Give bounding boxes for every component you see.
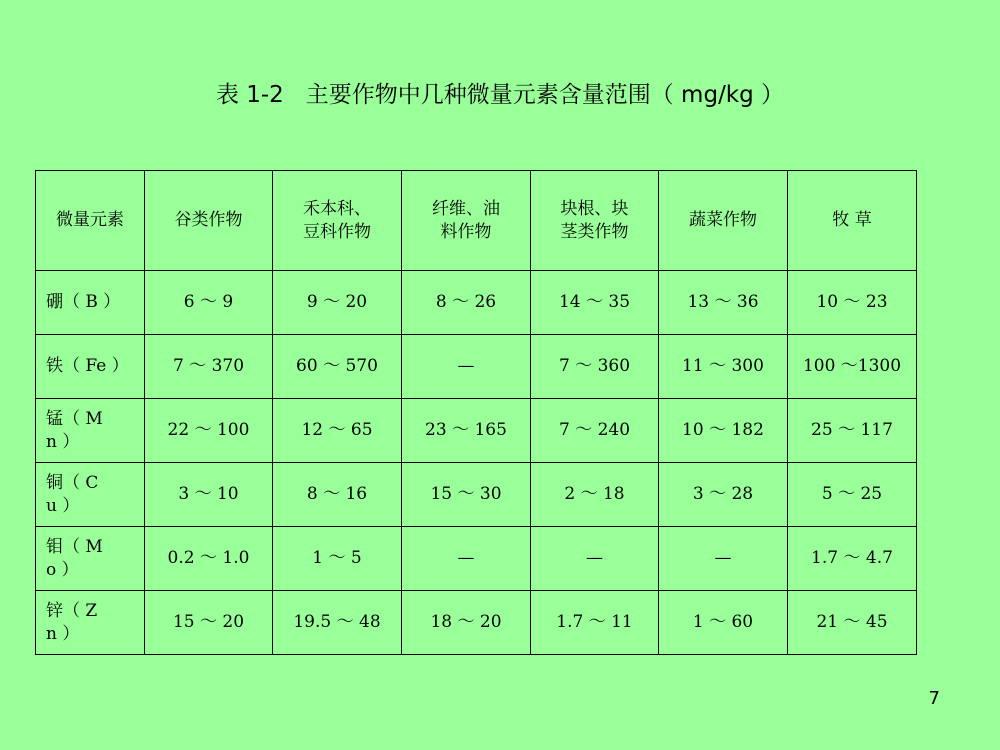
table-row-copper (36, 463, 917, 527)
table-cell: 5 ～ 25 (788, 463, 917, 527)
table-cell: 9 ～ 20 (273, 271, 402, 335)
header-grass-legume-crops: 禾本科、 豆科作物 (273, 171, 402, 271)
row-label: 锌（ Z n ） (36, 591, 145, 655)
table-cell: — (659, 527, 788, 591)
table-cell: 23 ～ 165 (402, 399, 531, 463)
table-cell: 25 ～ 117 (788, 399, 917, 463)
table-cell: 1 ～ 5 (273, 527, 402, 591)
header-root-tuber-crops: 块根、块 茎类作物 (531, 171, 659, 271)
table-cell: 11 ～ 300 (659, 335, 788, 399)
table-cell: 100 ～1300 (788, 335, 917, 399)
header-forage-grass: 牧 草 (788, 171, 917, 271)
header-cereal-crops: 谷类作物 (145, 171, 273, 271)
table-row-boron (36, 271, 917, 335)
header-element: 微量元素 (36, 171, 145, 271)
table-cell: 10 ～ 23 (788, 271, 917, 335)
header-fiber-oil-crops: 纤维、油 料作物 (402, 171, 531, 271)
table-cell: 12 ～ 65 (273, 399, 402, 463)
table-row-iron (36, 335, 917, 399)
table-cell: 15 ～ 30 (402, 463, 531, 527)
table-cell: 8 ～ 26 (402, 271, 531, 335)
micronutrient-table (35, 170, 917, 655)
table-row-molybdenum (36, 527, 917, 591)
table-header-row (36, 171, 917, 271)
row-label: 硼（ B ） (36, 271, 145, 335)
table-cell: 15 ～ 20 (145, 591, 273, 655)
table-cell: 1.7 ～ 11 (531, 591, 659, 655)
table-cell: 1.7 ～ 4.7 (788, 527, 917, 591)
slide-title: 表 1-2 主要作物中几种微量元素含量范围（ mg/kg ） (215, 82, 785, 108)
table-row-zinc (36, 591, 917, 655)
table-cell: 8 ～ 16 (273, 463, 402, 527)
table-cell: 14 ～ 35 (531, 271, 659, 335)
table-row-manganese (36, 399, 917, 463)
table-cell: 7 ～ 240 (531, 399, 659, 463)
header-vegetable-crops: 蔬菜作物 (659, 171, 788, 271)
table-cell: 6 ～ 9 (145, 271, 273, 335)
table-cell: 7 ～ 360 (531, 335, 659, 399)
row-label: 锰（ M n ） (36, 399, 145, 463)
table-cell: 22 ～ 100 (145, 399, 273, 463)
table-cell: 2 ～ 18 (531, 463, 659, 527)
table-cell: 1 ～ 60 (659, 591, 788, 655)
table-cell: 3 ～ 10 (145, 463, 273, 527)
table-cell: 7 ～ 370 (145, 335, 273, 399)
table-cell: 21 ～ 45 (788, 591, 917, 655)
row-label: 钼（ M o ） (36, 527, 145, 591)
table-cell: 13 ～ 36 (659, 271, 788, 335)
table-cell: 18 ～ 20 (402, 591, 531, 655)
table-cell: — (402, 335, 531, 399)
table-cell: 60 ～ 570 (273, 335, 402, 399)
row-label: 铁（ Fe ） (36, 335, 145, 399)
page-number: 7 (928, 688, 940, 709)
table-cell: 10 ～ 182 (659, 399, 788, 463)
table-cell: 3 ～ 28 (659, 463, 788, 527)
row-label: 铜（ C u ） (36, 463, 145, 527)
table-cell: — (531, 527, 659, 591)
table-cell: 0.2 ～ 1.0 (145, 527, 273, 591)
table-cell: — (402, 527, 531, 591)
table-cell: 19.5 ～ 48 (273, 591, 402, 655)
